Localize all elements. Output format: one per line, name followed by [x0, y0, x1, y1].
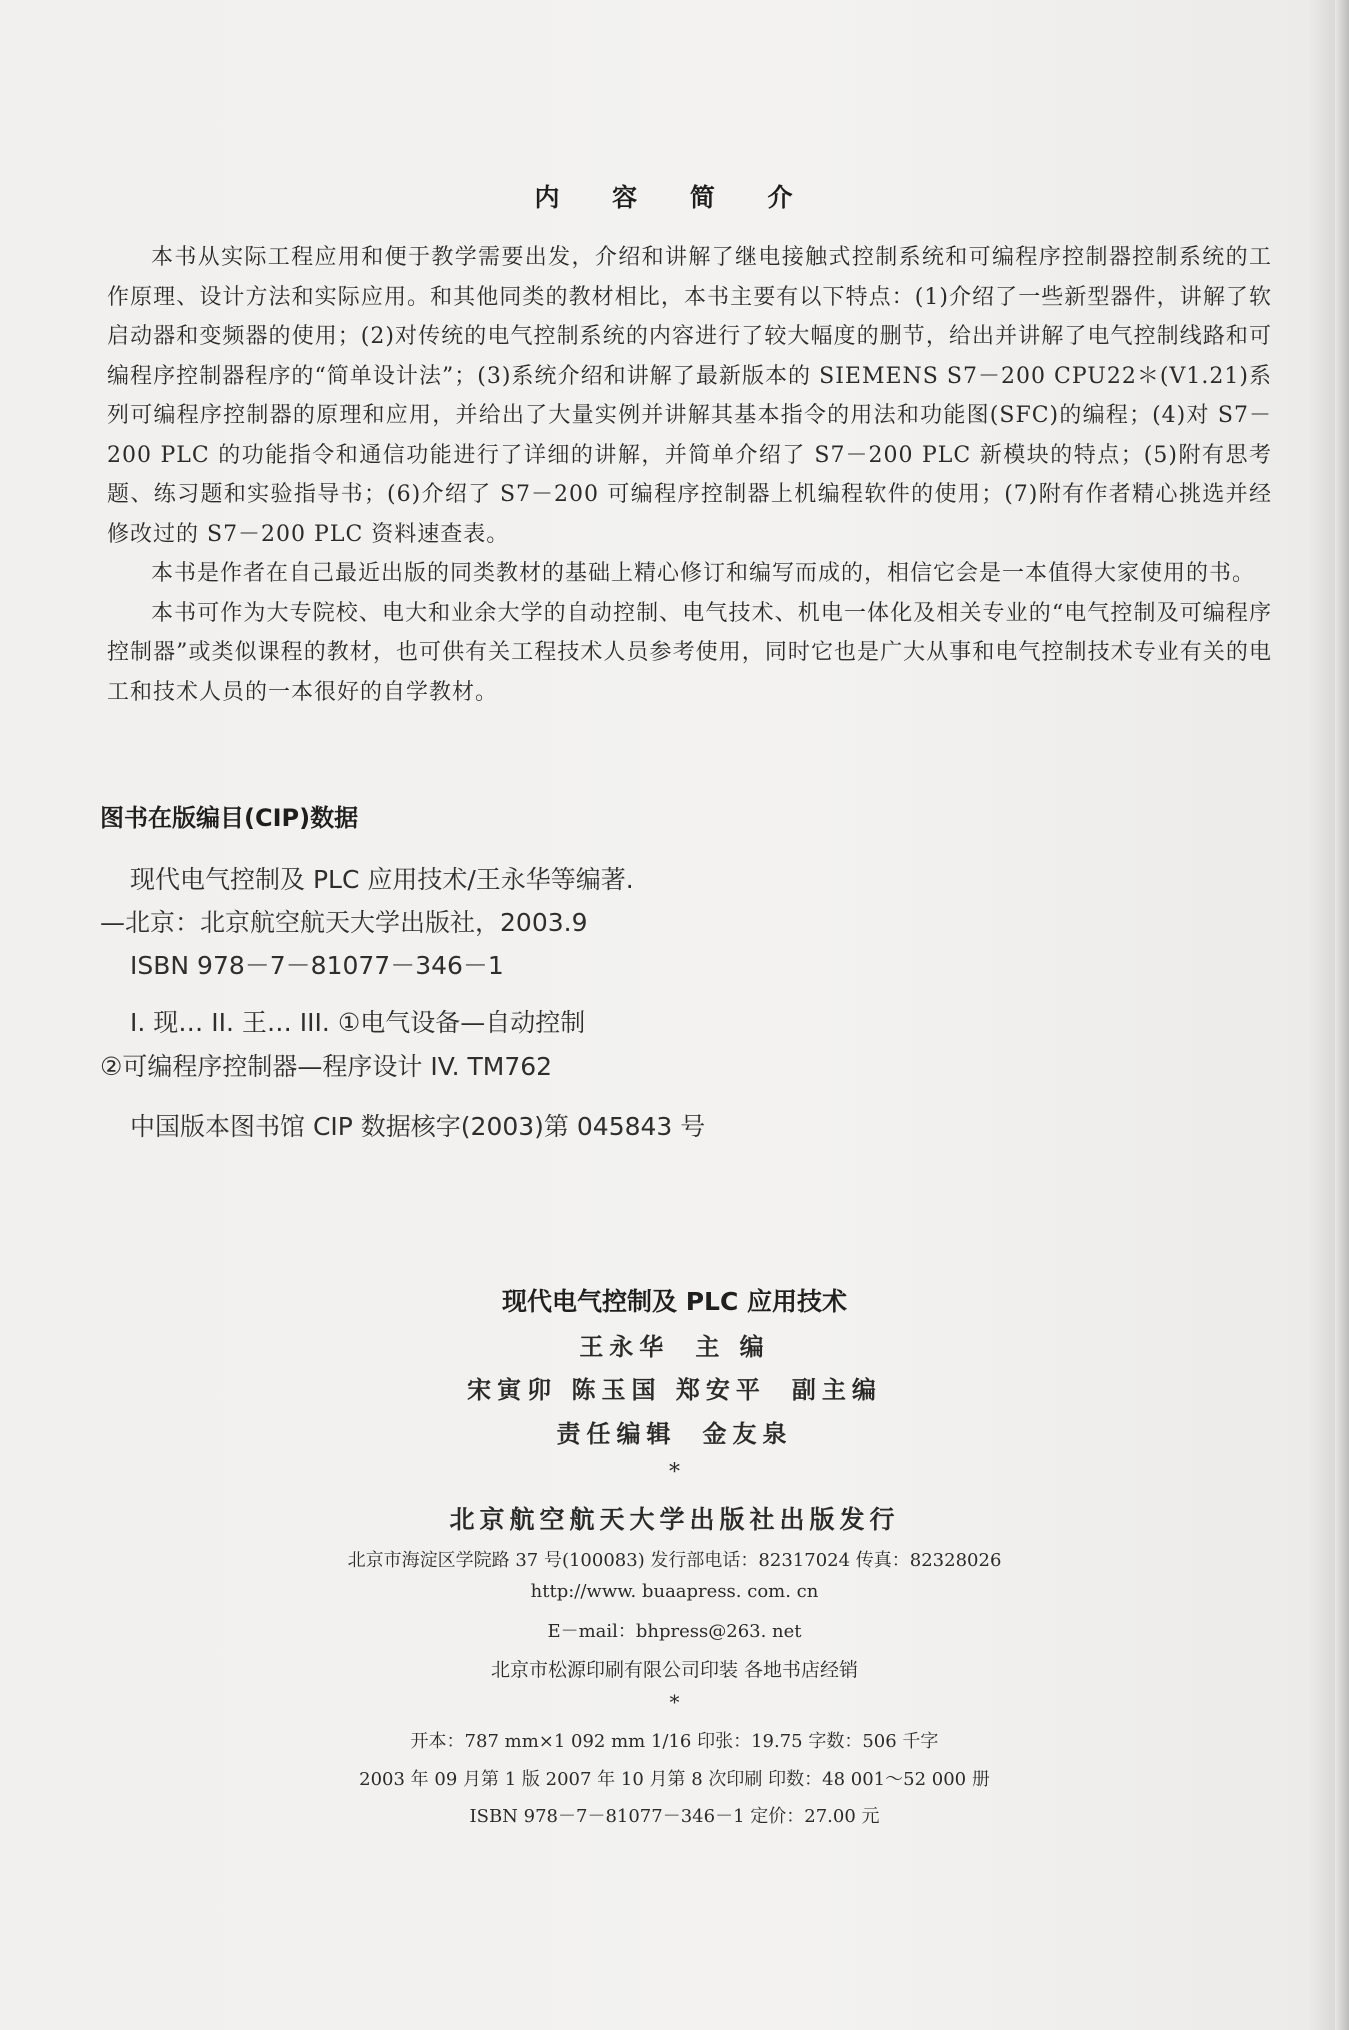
chief-editor — [0, 1327, 1349, 1362]
cip-publisher-line: —北京：北京航空航天大学出版社，2003.9 — [100, 908, 588, 937]
deputy-editor-role: 副主编 — [791, 1375, 882, 1404]
cip-record-number: 中国版本图书馆 CIP 数据核字(2003)第 045843 号 — [130, 1112, 706, 1141]
printer-line: 北京市松源印刷有限公司印装 各地书店经销 — [490, 1659, 859, 1681]
responsible-editor-role: 责任编辑 — [556, 1419, 677, 1448]
deputy-editors — [0, 1370, 1349, 1405]
intro-body — [107, 238, 1272, 712]
cip-classification-line-1: I. 现… II. 王… III. ①电气设备—自动控制 — [130, 1008, 586, 1037]
publisher-website: http://www. buaapress. com. cn — [530, 1581, 819, 1602]
intro-title: 内 容 简 介 — [534, 183, 815, 212]
intro-paragraph-3: 本书可作为大专院校、电大和业余大学的自动控制、电气技术、机电一体化及相关专业的“电气控制及可编程序控制器”或类似课程的教材，也可供有关工程技术人员参考使用，同时它也是广大从事和电气控制技术专业有关的电工和技术人员的一本很好的自学教材。 — [107, 600, 1272, 705]
intro-paragraph-2: 本书是作者在自己最近出版的同类教材的基础上精心修订和编写而成的，相信它会是一本值得大家使用的书。 — [151, 561, 1256, 586]
separator-star-2: * — [669, 1690, 680, 1714]
deputy-editor-names: 宋寅卯 陈玉国 郑安平 — [467, 1375, 766, 1404]
responsible-editor-name: 金友泉 — [702, 1419, 793, 1448]
chief-editor-role: 主 编 — [695, 1332, 770, 1361]
format-line: 开本：787 mm×1 092 mm 1/16 印张：19.75 字数：506 千字 — [410, 1731, 939, 1752]
isbn-price-line: ISBN 978－7－81077－346－1 定价：27.00 元 — [469, 1806, 880, 1827]
cip-isbn-line: ISBN 978－7－81077－346－1 — [130, 951, 504, 980]
publisher-address: 北京市海淀区学院路 37 号(100083) 发行部电话：82317024 传真：82328026 — [347, 1550, 1002, 1571]
edition-line: 2003 年 09 月第 1 版 2007 年 10 月第 8 次印刷 印数：48 001～52 000 册 — [359, 1769, 990, 1790]
intro-paragraph-1: 本书从实际工程应用和便于教学需要出发，介绍和讲解了继电接触式控制系统和可编程序控制器控制系统的工作原理、设计方法和实际应用。和其他同类的教材相比，本书主要有以下特点：(1)介绍了一些新型器件，讲解了软启动器和变频器的使用；(2)对传统的电气控制系统的内容进行了较大幅度的删节，给出并讲解了电气控制线路和可编程序控制器程序的“简单设计法”；(3)系统介绍和讲解了最新版本的 SIEMENS S7－200 CPU22＊(V1.21)系列可编程序控制器的原理和应用，并给出了大量实例并讲解其基本指令的用法和功能图(SFC)的编程；(4)对 S7－200 PLC 的功能指令和通信功能进行了详细的讲解，并简单介绍了 S7－200 PLC 新模块的特点；(5)附有思考题、练习题和实验指导书；(6)介绍了 S7－200 可编程序控制器上机编程软件的使用；(7)附有作者精心挑选并经修改过的 S7－200 PLC 资料速查表。 — [107, 245, 1272, 547]
colophon-book-title: 现代电气控制及 PLC 应用技术 — [501, 1287, 847, 1316]
cip-classification-line-2: ②可编程序控制器—程序设计 IV. TM762 — [100, 1052, 553, 1081]
cip-heading: 图书在版编目(CIP)数据 — [100, 804, 359, 832]
separator-star-1: * — [669, 1460, 680, 1485]
publisher-line: 北京航空航天大学出版社出版发行 — [449, 1505, 900, 1534]
chief-editor-name: 王永华 — [579, 1332, 670, 1361]
publisher-email: E－mail：bhpress@263. net — [547, 1621, 802, 1642]
cip-title-line: 现代电气控制及 PLC 应用技术/王永华等编著. — [130, 865, 634, 894]
page-edge — [1335, 0, 1349, 2030]
responsible-editor — [0, 1414, 1349, 1449]
